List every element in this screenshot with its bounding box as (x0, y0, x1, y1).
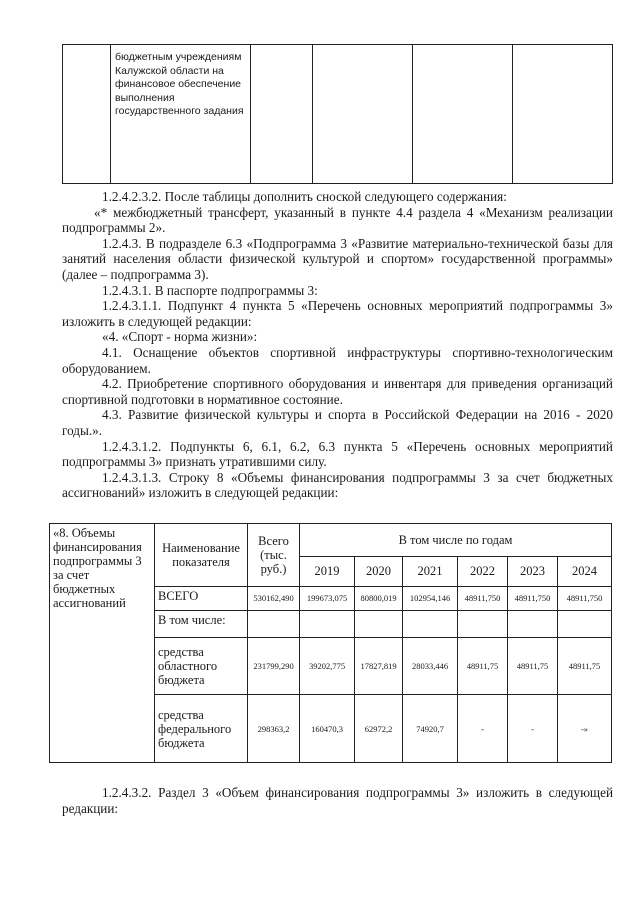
year-value: 48911,750 (558, 586, 612, 611)
header-total-cell (248, 524, 300, 587)
year-value: 48911,75 (508, 637, 558, 694)
year-value (558, 611, 612, 638)
year-value: 199673,075 (300, 586, 355, 611)
header-years-cell (300, 524, 612, 557)
year-value: 39202,775 (300, 637, 355, 694)
final-text-block (62, 785, 613, 816)
body-text-block (62, 189, 613, 501)
paragraph: 1.2.4.3.1.3. Строку 8 «Объемы финансирования подпрограммы 3 за счет бюджетных ассигнований» изложить в следующей редакции: (62, 469, 613, 501)
total-value: 231799,290 (248, 637, 300, 694)
col-name-header: Наименование показателя (162, 540, 240, 569)
table-cell (313, 45, 413, 184)
total-value: 298363,2 (248, 695, 300, 763)
year-value: 80800,019 (355, 586, 403, 611)
table-cell (413, 45, 513, 184)
year-value (355, 611, 403, 638)
year-value: 102954,146 (403, 586, 458, 611)
years-header: В том числе по годам (398, 532, 513, 547)
year-value (508, 611, 558, 638)
year-header: 2023 (508, 556, 558, 586)
year-value: 28033,446 (403, 637, 458, 694)
row-label: средства областного бюджета (155, 637, 248, 694)
year-value (300, 611, 355, 638)
paragraph: 1.2.4.3. В подразделе 6.3 «Подпрограмма 3 «Развитие материально-технической базы для занятий населения области физической культурой и спортом» государственной программы» (далее – подпрограмма 3). (62, 235, 613, 282)
financing-table (49, 523, 612, 763)
paragraph: 4.2. Приобретение спортивного оборудования и инвентаря для приведения организаций спортивной подготовки в нормативное состояние. (62, 376, 613, 407)
paragraph: 1.2.4.2.3.2. После таблицы дополнить сноской следующего содержания: (102, 189, 507, 204)
continuation-text: бюджетным учреждениям Калужской области на финансовое обеспечение выполнения государственного задания (115, 51, 244, 117)
table-cell (63, 45, 111, 184)
year-value: 48911,75 (458, 637, 508, 694)
paragraph: «* межбюджетный трансферт, указанный в пункте 4.4 раздела 4 «Механизм реализации подпрограммы 2». (62, 204, 613, 236)
col-total-header: Всего (тыс. руб.) (258, 533, 289, 576)
year-header: 2022 (458, 556, 508, 586)
row-label: средства федерального бюджета (155, 695, 248, 763)
paragraph: 1.2.4.3.2. Раздел 3 «Объем финансирования подпрограммы 3» изложить в следующей редакции: (62, 785, 613, 816)
table-cell (513, 45, 613, 184)
year-value: 160470,3 (300, 695, 355, 763)
year-value: 62972,2 (355, 695, 403, 763)
row-header: «8. Объемы финансирования подпрограммы 3 за счет бюджетных ассигнований (53, 526, 142, 610)
table-cell (251, 45, 313, 184)
year-value: - (458, 695, 508, 763)
continuation-table (62, 44, 613, 184)
paragraph: «4. «Спорт - норма жизни»: (102, 329, 258, 345)
paragraph: 1.2.4.3.1.2. Подпункты 6, 6.1, 6.2, 6.3 пункта 5 «Перечень основных мероприятий подпрограммы 3» признать утратившими силу. (62, 438, 613, 470)
year-value: -» (558, 695, 612, 763)
year-header: 2019 (300, 556, 355, 586)
paragraph: 1.2.4.3.1.1. Подпункт 4 пункта 5 «Перечень основных мероприятий подпрограммы 3» изложить в следующей редакции: (62, 298, 613, 329)
row-label: ВСЕГО (155, 586, 248, 611)
year-header: 2024 (558, 556, 612, 586)
total-value (248, 611, 300, 638)
paragraph: 4.1. Оснащение объектов спортивной инфраструктуры спортивно-технологическим оборудованием. (62, 344, 613, 376)
year-value (403, 611, 458, 638)
year-value: - (508, 695, 558, 763)
row-label: В том числе: (155, 611, 248, 638)
year-value: 48911,750 (458, 586, 508, 611)
row-header-cell (50, 524, 155, 763)
paragraph: 1.2.4.3.1. В паспорте подпрограммы 3: (102, 282, 318, 298)
year-value (458, 611, 508, 638)
year-value: 74920,7 (403, 695, 458, 763)
header-name-cell (155, 524, 248, 587)
table-cell (111, 45, 251, 184)
year-value: 17827,819 (355, 637, 403, 694)
year-value: 48911,75 (558, 637, 612, 694)
paragraph: 4.3. Развитие физической культуры и спорта в Российской Федерации на 2016 - 2020 годы.». (62, 407, 613, 438)
year-value: 48911,750 (508, 586, 558, 611)
year-header: 2020 (355, 556, 403, 586)
year-header: 2021 (403, 556, 458, 586)
total-value: 530162,490 (248, 586, 300, 611)
